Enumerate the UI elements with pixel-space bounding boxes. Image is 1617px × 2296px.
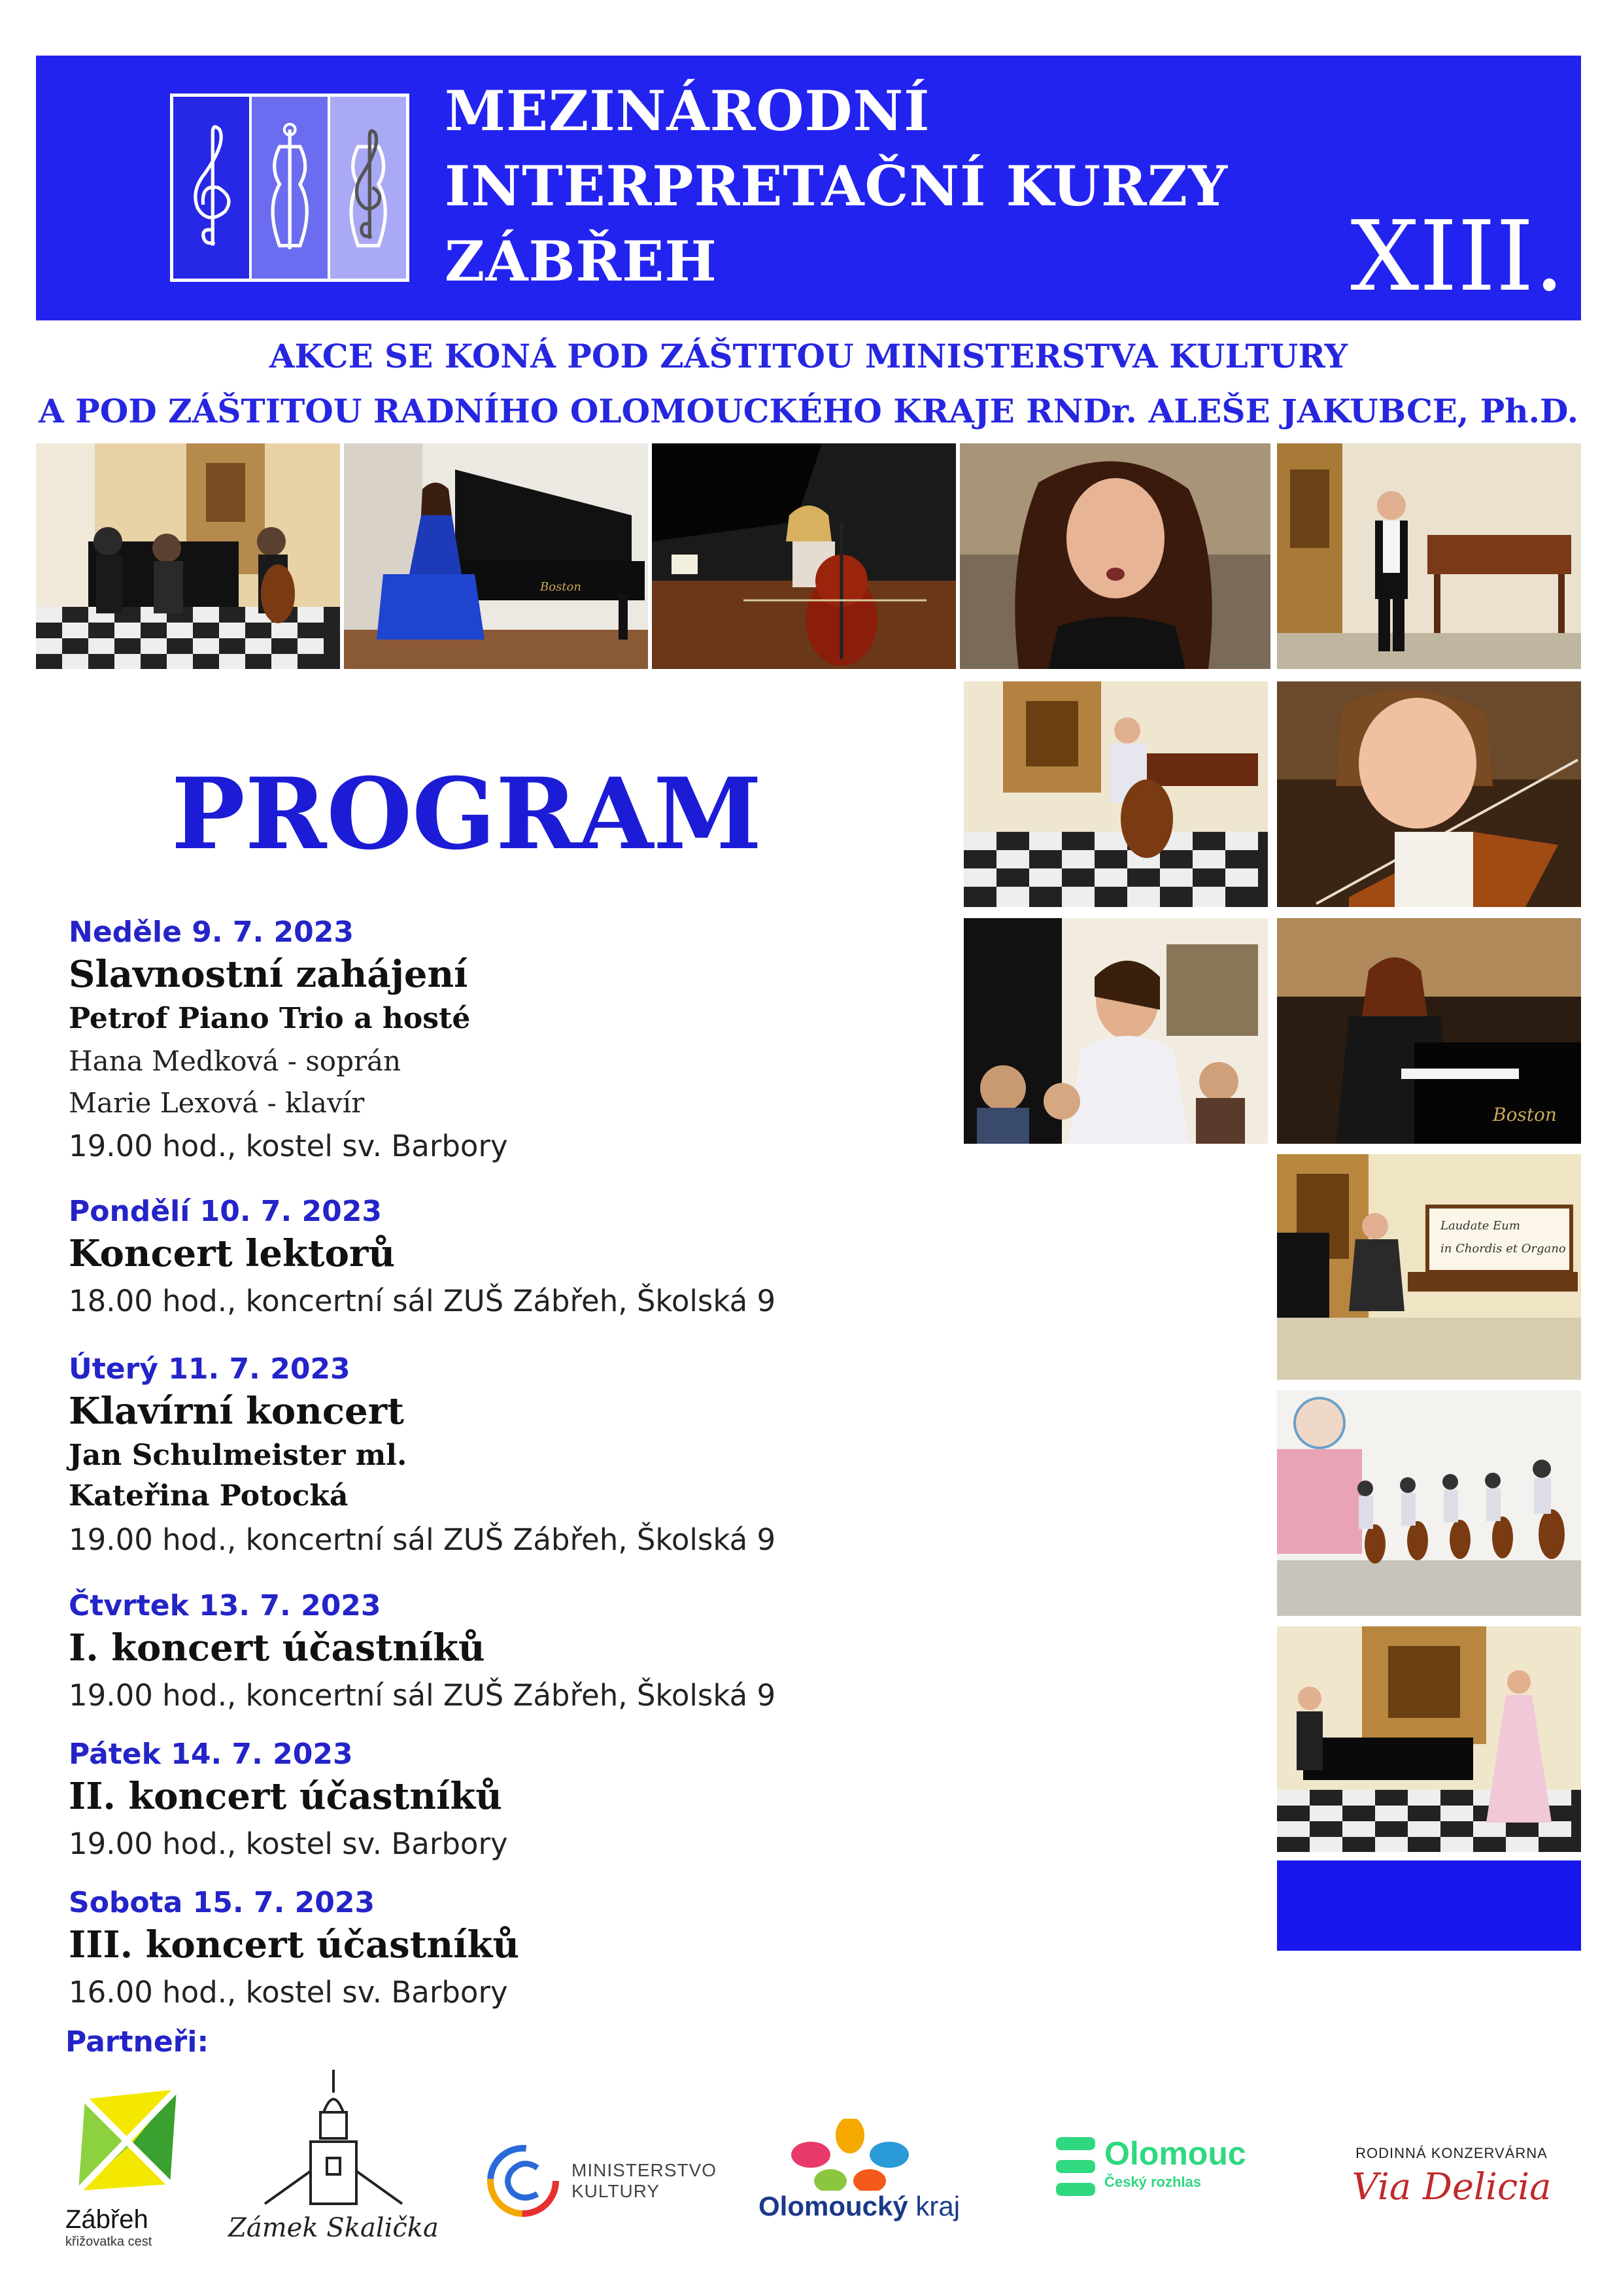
event-performer: Marie Lexová - klavír [69, 1087, 365, 1119]
partner-cesky-rozhlas-olomouc-logo [1056, 2137, 1278, 2222]
event-title: I. koncert účastníků [69, 1626, 485, 1670]
partner-via-delicia-logo [1334, 2145, 1569, 2230]
photo-cellist-hall [964, 681, 1268, 907]
rozhlas-name: Olomouc [1104, 2135, 1246, 2172]
course-logo [170, 94, 409, 282]
event-date: Pátek 14. 7. 2023 [69, 1738, 353, 1771]
violin-icon [256, 104, 324, 271]
event-1 [69, 918, 508, 1161]
event-performer: Petrof Piano Trio a hosté [69, 1002, 471, 1035]
svg-text:Laudate Eum: Laudate Eum [1440, 1219, 1520, 1233]
logo-panel-clef-violin [330, 97, 406, 279]
title-line-2: INTERPRETAČNÍ KURZY [445, 154, 1229, 218]
title-line-3: ZÁBŘEH [445, 229, 717, 294]
event-title: III. koncert účastníků [69, 1923, 520, 1966]
event-title: II. koncert účastníků [69, 1775, 502, 1818]
photo-singer-pink-dress [1277, 1626, 1581, 1852]
olomoucky-kraj-flower-icon [772, 2119, 928, 2191]
event-info: 19.00 hod., koncertní sál ZUŠ Zábřeh, Školská 9 [69, 1522, 776, 1557]
title-line-1: MEZINÁRODNÍ [445, 78, 930, 143]
via-delicia-top: RODINNÁ KONZERVÁRNA [1355, 2145, 1548, 2161]
svg-text:in Chordis et Organo: in Chordis et Organo [1440, 1242, 1566, 1256]
photo-harpsichordist [1277, 1154, 1581, 1380]
olomoucky-rest: kraj [908, 2191, 961, 2221]
castle-tower-icon [226, 2066, 441, 2210]
ministry-line-1: MINISTERSTVO [571, 2160, 717, 2180]
auspice-line-2: A POD ZÁŠTITOU RADNÍHO OLOMOUCKÉHO KRAJE RNDr. ALEŠE JAKUBCE, Ph.D. [38, 392, 1579, 430]
photo-singer-audience [964, 918, 1268, 1144]
photo-singer-man-harpsichord [1277, 443, 1581, 669]
event-performer: Jan Schulmeister ml. [69, 1439, 407, 1472]
event-date: Pondělí 10. 7. 2023 [69, 1195, 382, 1228]
event-date: Neděle 9. 7. 2023 [69, 916, 354, 949]
event-4 [69, 1589, 776, 1713]
olomoucky-bold: Olomoucký [758, 2191, 908, 2221]
event-info: 16.00 hod., kostel sv. Barbory [69, 1975, 508, 2010]
event-performer: Kateřina Potocká [69, 1479, 349, 1513]
zamek-name: Zámek Skalička [228, 2213, 439, 2243]
logo-panel-clef [173, 97, 249, 279]
ministry-culture-icon [484, 2142, 562, 2220]
event-info: 19.00 hod., koncertní sál ZUŠ Zábřeh, Školská 9 [69, 1678, 776, 1713]
zabreh-tagline: křižovatka cest [65, 2235, 152, 2249]
svg-text:Boston: Boston [1493, 1104, 1557, 1125]
violin-icon [334, 104, 402, 271]
edition-number: XIII. [1350, 200, 1565, 313]
svg-text:Boston: Boston [540, 580, 581, 594]
zabreh-crossroads-icon [65, 2086, 196, 2197]
partner-olomoucky-kraj-logo [758, 2119, 1033, 2236]
ministry-line-2: KULTURY [571, 2181, 660, 2201]
event-title: Koncert lektorů [69, 1232, 396, 1275]
photo-singer-woman [960, 443, 1270, 669]
rozhlas-sub: Český rozhlas [1104, 2174, 1201, 2190]
partner-ministerstvo-kultury-logo [484, 2138, 732, 2223]
program-title: PROGRAM [171, 757, 762, 872]
event-date: Čtvrtek 13. 7. 2023 [69, 1589, 381, 1622]
event-date: Sobota 15. 7. 2023 [69, 1886, 375, 1919]
zabreh-name: Zábřeh [65, 2205, 148, 2234]
event-info: 19.00 hod., kostel sv. Barbory [69, 1129, 508, 1163]
logo-panel-violin [249, 97, 330, 279]
via-delicia-name: Via Delicia [1352, 2166, 1552, 2208]
photo-piano-trio [36, 443, 340, 669]
auspice-line-1: AKCE SE KONÁ POD ZÁŠTITOU MINISTERSTVA KULTURY [269, 337, 1348, 375]
partners-label: Partneři: [65, 2025, 209, 2059]
event-performer: Hana Medková - soprán [69, 1045, 401, 1077]
event-info: 18.00 hod., koncertní sál ZUŠ Zábřeh, Školská 9 [69, 1284, 776, 1318]
event-6 [69, 1886, 520, 2010]
photo-violinist-woman [1277, 681, 1581, 907]
decorative-blue-block [1277, 1860, 1581, 1951]
event-3 [69, 1352, 776, 1557]
event-date: Úterý 11. 7. 2023 [69, 1352, 350, 1386]
photo-pianist-blue-dress [344, 443, 648, 669]
photo-cellist [652, 443, 956, 669]
event-title: Klavírní koncert [69, 1390, 404, 1433]
photo-pianist-boston [1277, 918, 1581, 1144]
photo-cello-ensemble [1277, 1390, 1581, 1616]
event-title: Slavnostní zahájení [69, 953, 468, 996]
partner-zabreh-logo [65, 2086, 196, 2256]
radio-logo-icon [1056, 2137, 1095, 2196]
event-2 [69, 1197, 775, 1316]
event-5 [69, 1740, 508, 1859]
treble-clef-icon [177, 104, 245, 271]
event-info: 19.00 hod., kostel sv. Barbory [69, 1826, 508, 1861]
partner-zamek-skalicka-logo [226, 2066, 441, 2263]
